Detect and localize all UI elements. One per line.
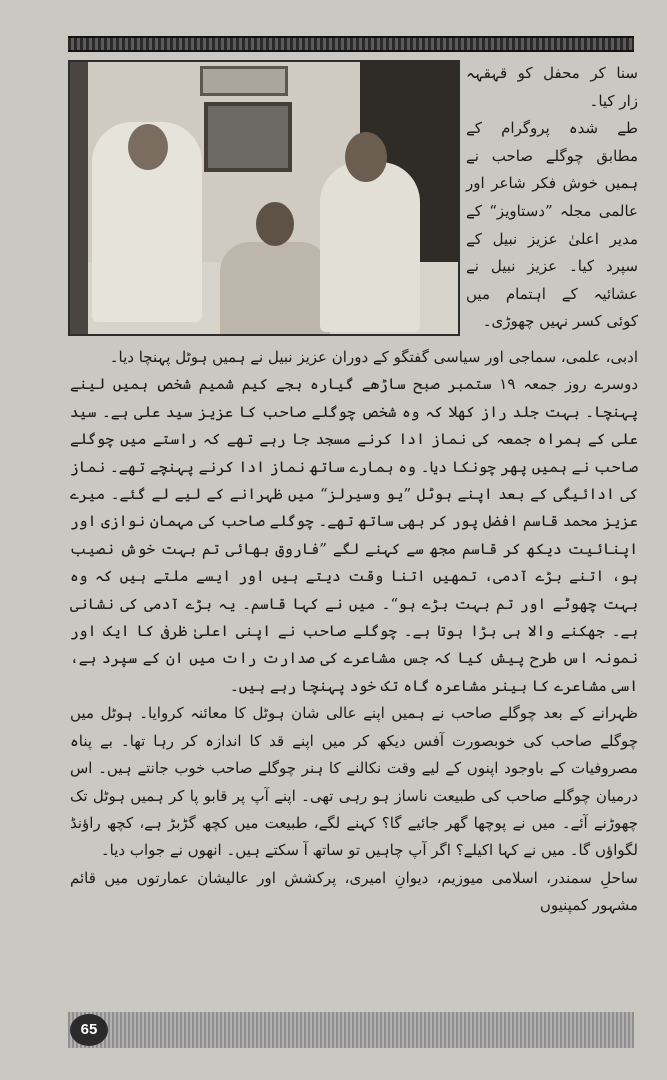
- person-seated: [220, 242, 330, 334]
- person-right: [320, 162, 420, 332]
- body-paragraph: ظہرانے کے بعد چوگلے صاحب نے ہمیں اپنے عالی شان ہوٹل کا معائنہ کروایا۔ ہوٹل میں چوگلے صاحب کی خوبصورت آفس دیکھ کر میں اپنے قد کا اندازہ کر رہا تھا۔ بے پناہ مصروفیات کے باوجود اپنوں کے لیے وقت نکالنے کا ہنر چوگلے صاحب خوب جانتے ہیں۔ اس درمیان چوگلے صاحب کی طبیعت ناساز ہو رہی تھی۔ اپنے آپ پر قابو پا کر ہمیں ہوٹل تک چھوڑنے آئے۔ میں نے پوچھا گھر جائیے گا؟ کہنے لگے، طبیعت میں کچھ گڑبڑ ہے، کچھ راؤنڈ لگواؤں گا۔ میں نے کہا اکیلے؟ اگر آپ چاہیں تو ساتھ آ سکتے ہیں۔ انھوں نے جواب دیا۔: [70, 704, 638, 860]
- photo-left-shadow: [70, 62, 88, 334]
- wall-frame-top: [200, 66, 288, 96]
- person-left-head: [128, 124, 168, 170]
- side-paragraph: طے شدہ پروگرام کے مطابق چوگلے صاحب نے ہمیں خوش فکر شاعر اور عالمی مجلہ ”دستاویز“ کے مدیر اعلیٰ عزیز نبیل کے سپرد کیا۔ عزیز نبیل نے عشائیہ کے اہتمام میں کوئی کسر نہیں چھوڑی۔: [466, 119, 638, 331]
- header-rule: [68, 36, 634, 52]
- body-paragraph: دوسرے روز جمعہ ۱۹ ستمبر صبح ساڑھے گیارہ بجے کیم شمیم شخص ہمیں لینے پہنچا۔ بہت جلد راز کھلا کہ وہ شخص چوگلے صاحب کا عزیز سید علی ہے۔ سید علی کے ہمراہ جمعہ کی نماز ادا کرنے مسجد جا رہے تھے کہ راستے میں چوگلے صاحب نے ہمیں پھر چونکا دیا۔ وہ ہمارے ساتھ نماز ادا کرنے پہنچے تھے۔ نماز کی ادائیگی کے بعد اپنے ہوٹل ”یو وسیرلز“ میں ظہرانے کے لیے لے گئے۔ میرے عزیز محمد قاسم افضل پور کر بھی ساتھ تھے۔ چوگلے صاحب کی مہمان نوازی اور اپنائیت دیکھ کر قاسم مجھ سے کہنے لگے ”فاروق بھائی تم بہت خوش نصیب ہو، اتنے بڑے آدمی، تمھیں اتنا وقت دیتے ہیں اور ایسے ملتے ہیں کہ وہ بہت چھوٹے اور تم بہت بڑے ہو“۔ میں نے کہا قاسم۔ یہ بڑے آدمی کی نشانی ہے۔ جھکنے والا ہی بڑا ہوتا ہے۔ چوگلے صاحب نے اپنی اعلیٰ ظرفی کا ایک اور نمونہ اس طرح پیش کیا کہ جس مشاعرے کی صدارت رات میں ان کے سپرد ہے، اسی مشاعرے کا بینر مشاعرہ گاہ تک خود پہنچا رہے ہیں۔: [70, 375, 638, 695]
- body-paragraph: ساحلِ سمندر، اسلامی میوزیم، دیوانِ امیری، پرکشش اور عالیشان عمارتوں میں قائم مشہور کمپنیوں: [70, 868, 638, 915]
- wall-picture-frame: [204, 102, 292, 172]
- footer-band: [68, 1012, 634, 1048]
- body-paragraph: ادبی، علمی، سماجی اور سیاسی گفتگو کے دوران عزیز نبیل نے ہمیں ہوٹل پہنچا دیا۔: [109, 348, 638, 366]
- side-paragraph: سنا کر محفل کو قہقہہ زار کیا۔: [466, 64, 638, 110]
- photograph: [68, 60, 460, 336]
- body-text: [70, 344, 638, 920]
- page-number: 65: [70, 1014, 108, 1046]
- side-column-text: [466, 60, 638, 336]
- person-seated-head: [256, 202, 294, 246]
- person-right-head: [345, 132, 387, 182]
